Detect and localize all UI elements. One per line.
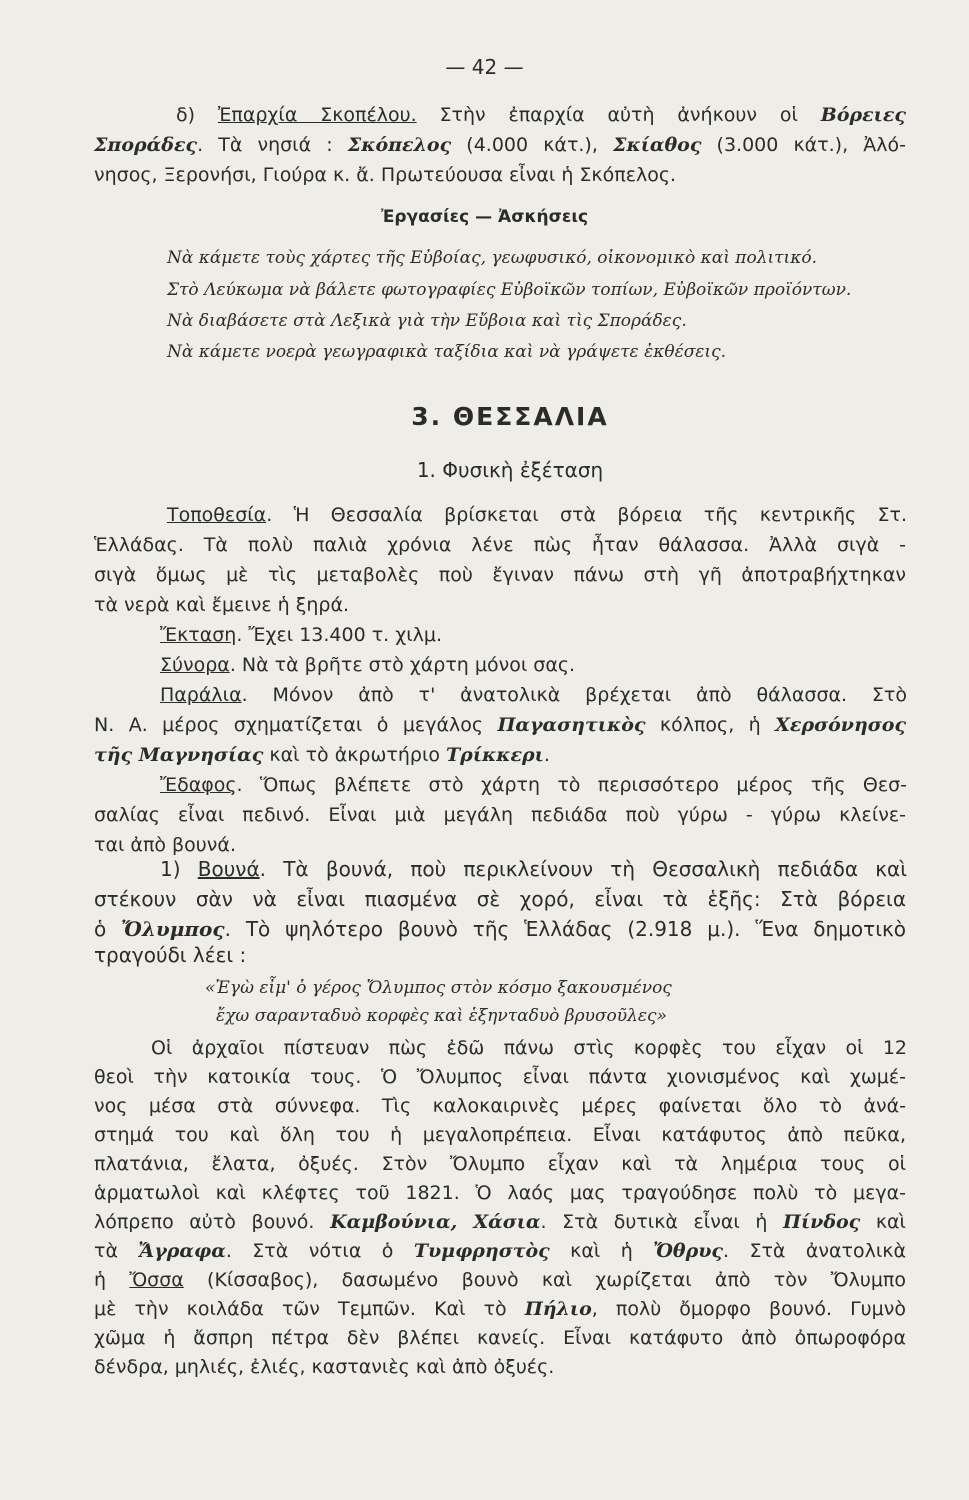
text-line: τραγούδι λέει : (94, 943, 247, 967)
text-line: ται ἀπὸ βουνά. (94, 834, 236, 856)
text-line: Τοποθεσία. Ἡ Θεσσαλία βρίσκεται στὰ βόρεια τῆς κεντρικῆς Στ. (167, 504, 907, 526)
text-line: Ν. Α. μέρος σχηματίζεται ὁ μεγάλος Παγασητικὸς κόλπος, ἡ Χερσόνησος (94, 714, 907, 736)
text-line: σιγὰ ὅμως μὲ τὶς μεταβολὲς ποὺ ἔγιναν πάνω στὴ γῆ ἀποτραβήχτηκαν (94, 564, 906, 586)
text-line: τῆς Μαγνησίας καὶ τὸ ἀκρωτήριο Τρίκκερι. (94, 744, 550, 766)
text-line: τὰ Ἄγραφα. Στὰ νότια ὁ Τυμφρηστὸς καὶ ἡ Ὄθρυς. Στὰ ἀνατολικὰ (94, 1240, 907, 1262)
section-heading: 1. Φυσικὴ ἐξέταση (416, 458, 604, 482)
exercise-line: Στὸ Λεύκωμα νὰ βάλετε φωτογραφίες Εὐβοϊκῶν τοπίων, Εὐβοϊκῶν προϊόντων. (167, 280, 852, 300)
text-line: θεοὶ τὴν κατοικία τους. Ὁ Ὄλυμπος εἶναι πάντα χιονισμένος καὶ χωμέ- (94, 1066, 906, 1088)
text-line: Ἔδαφος. Ὅπως βλέπετε στὸ χάρτη τὸ περισσότερο μέρος τῆς Θεσ- (160, 774, 907, 796)
text-line: Οἱ ἀρχαῖοι πίστευαν πὼς ἐδῶ πάνω στὶς κορφὲς του εἶχαν οἱ 12 (151, 1037, 907, 1059)
text-line: μὲ τὴν κοιλάδα τῶν Τεμπῶν. Καὶ τὸ Πήλιο, πολὺ ὄμορφο βουνό. Γυμνὸ (94, 1298, 906, 1320)
text-line: Ἔκταση. Ἔχει 13.400 τ. χιλμ. (160, 624, 443, 646)
text-line: λόπρεπο αὐτὸ βουνό. Καμβούνια, Χάσια. Στὰ δυτικὰ εἶναι ἡ Πίνδος καὶ (94, 1211, 906, 1233)
text-line: στέκουν σὰν νὰ εἶναι πιασμένα σὲ χορό, εἶναι τὰ ἑξῆς: Στὰ βόρεια (94, 887, 906, 911)
text-line: νησος, Ξερονήσι, Γιούρα κ. ἄ. Πρωτεύουσα εἶναι ἡ Σκόπελος. (94, 164, 677, 186)
text-line: ἡ Ὄσσα (Κίσσαβος), δασωμένο βουνὸ καὶ χωρίζεται ἀπὸ τὸν Ὄλυμπο (94, 1269, 906, 1291)
text-line: δένδρα, μηλιές, ἐλιές, καστανιὲς καὶ ἀπὸ ὀξυές. (94, 1356, 555, 1378)
text-line: 1) Βουνά. Τὰ βουνά, ποὺ περικλείνουν τὴ Θεσσαλικὴ πεδιάδα καὶ (160, 857, 907, 881)
text-line: σαλίας εἶναι πεδινό. Εἶναι μιὰ μεγάλη πεδιάδα ποὺ γύρω - γύρω κλείνε- (94, 804, 906, 826)
exercise-line: Νὰ διαβάσετε στὰ Λεξικὰ γιὰ τὴν Εὔβοια καὶ τὶς Σποράδες. (167, 311, 687, 331)
page-number: — 42 — (445, 55, 524, 79)
text-line: ὁ Ὄλυμπος. Τὸ ψηλότερο βουνὸ τῆς Ἑλλάδας (2.918 μ.). Ἕνα δημοτικὸ (94, 917, 907, 941)
text-line: χῶμα ἡ ἄσπρη πέτρα δὲν βλέπει κανείς. Εἶναι κατάφυτο ἀπὸ ὀπωροφόρα (94, 1327, 906, 1349)
chapter-heading: 3. ΘΕΣΣΑΛΙΑ (411, 402, 609, 431)
text-line: νος μέσα στὰ σύννεφα. Τὶς καλοκαιρινὲς μέρες φαίνεται ὅλο τὸ ἀνά- (94, 1095, 906, 1117)
quote-line: «Ἐγὼ εἶμ' ὁ γέρος Ὄλυμπος στὸν κόσμο ξακουσμένος (205, 978, 672, 998)
section-subtitle: Ἐργασίες — Ἀσκήσεις (380, 207, 589, 227)
text-line: ἁρματωλοὶ καὶ κλέφτες τοῦ 1821. Ὁ λαός μας τραγούδησε πολὺ τὸ μεγα- (94, 1182, 906, 1204)
text-line: Σποράδες. Τὰ νησιά : Σκόπελος (4.000 κάτ.), Σκίαθος (3.000 κάτ.), Ἀλό- (94, 134, 906, 156)
text-line: Σύνορα. Νὰ τὰ βρῆτε στὸ χάρτη μόνοι σας. (160, 654, 576, 676)
text-line: δ) Ἐπαρχία Σκοπέλου. Στὴν ἐπαρχία αὐτὴ ἀνήκουν οἱ Βόρειες (176, 104, 906, 126)
text-line: Παράλια. Μόνον ἀπὸ τ' ἀνατολικὰ βρέχεται ἀπὸ θάλασσα. Στὸ (160, 684, 907, 706)
text-line: Ἑλλάδας. Τὰ πολὺ παλιὰ χρόνια λένε πὼς ἦταν θάλασσα. Ἀλλὰ σιγὰ - (94, 534, 906, 556)
text-line: πλατάνια, ἔλατα, ὀξυές. Στὸν Ὄλυμπο εἶχαν καὶ τὰ λημέρια τους οἱ (94, 1153, 906, 1175)
exercise-line: Νὰ κάμετε νοερὰ γεωγραφικὰ ταξίδια καὶ νὰ γράψετε ἐκθέσεις. (167, 342, 727, 362)
exercise-line: Νὰ κάμετε τοὺς χάρτες τῆς Εὐβοίας, γεωφυσικό, οἰκονομικὸ καὶ πολιτικό. (167, 248, 818, 268)
text-line: τὰ νερὰ καὶ ἔμεινε ἡ ξηρά. (94, 594, 350, 616)
quote-line: ἔχω σαρανταδυὸ κορφὲς καὶ ἑξηνταδυὸ βρυσοῦλες» (216, 1006, 667, 1026)
text-line: στημά του καὶ ὅλη του ἡ μεγαλοπρέπεια. Εἶναι κατάφυτος ἀπὸ πεῦκα, (94, 1124, 906, 1146)
